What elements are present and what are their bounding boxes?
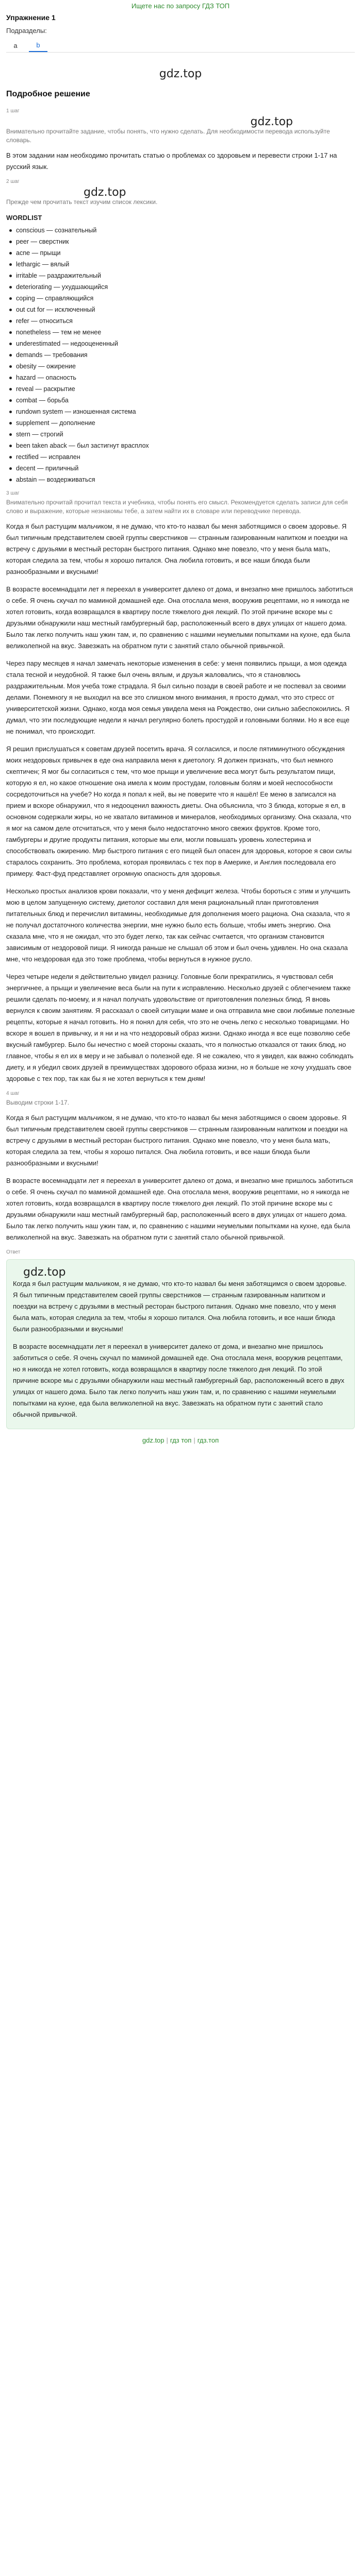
wordlist-entry: nonetheless — тем не менее — [16, 329, 102, 336]
wordlist-entry: lethargic — вялый — [16, 261, 70, 268]
step-2-label: 2 шаг — [6, 179, 20, 184]
wordlist-entry: stern — строгий — [16, 431, 63, 438]
tab-a[interactable]: a — [13, 41, 18, 49]
answer-text — [13, 1278, 348, 1420]
wordlist-item — [6, 383, 355, 395]
wordlist-item — [6, 315, 355, 327]
bullet-icon — [9, 445, 12, 447]
wordlist-entry: reveal — раскрытие — [16, 385, 75, 393]
wordlist-item — [6, 281, 355, 293]
wordlist-item — [6, 429, 355, 440]
bullet-icon — [9, 252, 12, 255]
watermark: gdz.top — [159, 67, 202, 80]
answer-label: Ответ — [6, 1249, 21, 1255]
wordlist-entry: irritable — раздражительный — [16, 272, 101, 279]
wordlist-item — [6, 236, 355, 247]
bullet-icon — [9, 399, 12, 402]
wordlist-entry: hazard — опасность — [16, 374, 76, 381]
text-paragraph: Когда я был растущим мальчиком, я не думаю, что кто-то назвал бы меня заботящимся о своем здоровье. Я был типичным представителем своей группы сверстников — странным газированным напитком и поездки на встречу с друзьями в местный ресторан быстрого питания. Однако мне повезло, что у меня была мать, которая следила за тем, чтобы я хорошо питался. Она любила готовить, и все наши блюда были разнообразными и вкусными! — [13, 1280, 347, 1333]
bullet-icon — [9, 467, 12, 470]
step-3-text — [6, 521, 355, 1084]
bullet-icon — [9, 320, 12, 323]
step-3-label: 3 шаг — [6, 490, 20, 496]
subsections-label: Подразделы: — [6, 27, 47, 35]
bullet-icon — [9, 331, 12, 334]
step-1-label: 1 шаг — [6, 108, 20, 114]
wordlist-item — [6, 417, 355, 429]
text-paragraph: В возрасте восемнадцати лет я переехал в университет далеко от дома, и внезапно мне пришлось заботиться о себе. Я очень скучал по маминой домашней еде. Она отослала меня, вооружив рецептами, но я никогда не хотел готовить, когда возвращался в квартиру после тяжелого дня лекций. По этой причине вскоре мы с друзьями обнаружили наш местный гамбургерный бар, расположенный всего в двух улицах от нашего дома. Было так легко получить наш ужин там, и, по сравнению с нашими неумелыми попытками на кухне, еда была великолепной на вкус. Завезжать на обратном пути с занятий стало обычной привычкой. — [6, 585, 353, 650]
section-title: Подробное решение — [6, 90, 90, 98]
wordlist-entry: deteriorating — ухудшающийся — [16, 283, 108, 291]
wordlist-entry: supplement — дополнение — [16, 419, 95, 427]
page-content — [0, 13, 361, 1444]
wordlist-entry: rectified — исправлен — [16, 453, 80, 461]
text-paragraph: В возрасте восемнадцати лет я переехал в университет далеко от дома, и внезапно мне пришлось заботиться о себе. Я очень скучал по маминой домашней еде. Она отослала меня, вооружив рецептами, но я никогда не хотел готовить, когда возвращался в квартиру после тяжелого дня лекций. По этой причине вскоре мы с друзьями обнаружили наш местный гамбургерный бар, расположенный всего в двух улицах от нашего дома. Было так легко получить наш ужин там, и, по сравнению с нашими неумелыми попытками на кухне, еда была великолепной на вкус. Завезжать на обратном пути с занятий стало обычной привычкой. — [6, 1177, 353, 1241]
top-banner-link[interactable]: Ищете нас по запросу ГДЗ ТОП — [131, 2, 230, 10]
wordlist-item — [6, 451, 355, 463]
wordlist-item — [6, 463, 355, 474]
footer-link-2[interactable]: гдз топ — [170, 1436, 192, 1444]
wordlist-entry: rundown system — изношенная система — [16, 408, 136, 415]
step-1-text: В этом задании нам необходимо прочитать статью о проблемах со здоровьем и перевести строки 1-17 на русский язык. — [6, 151, 337, 171]
word-list — [6, 225, 355, 485]
wordlist-item — [6, 361, 355, 372]
bullet-icon — [9, 365, 12, 368]
wordlist-item — [6, 349, 355, 361]
wordlist-entry: peer — сверстник — [16, 238, 69, 245]
bullet-icon — [9, 263, 12, 266]
bullet-icon — [9, 433, 12, 436]
footer-link-3[interactable]: гдз.топ — [197, 1436, 219, 1444]
wordlist-item — [6, 338, 355, 349]
bullet-icon — [9, 354, 12, 357]
bullet-icon — [9, 275, 12, 277]
wordlist-item — [6, 259, 355, 270]
bullet-icon — [9, 456, 12, 459]
exercise-title: Упражнение 1 — [6, 13, 56, 22]
wordlist-entry: conscious — сознательный — [16, 227, 97, 234]
bullet-icon — [9, 286, 12, 289]
bullet-icon — [9, 229, 12, 232]
bullet-icon — [9, 388, 12, 391]
wordlist-item — [6, 225, 355, 236]
wordlist-item — [6, 270, 355, 281]
text-paragraph: Через четыре недели я действительно увидел разницу. Головные боли прекратились, я чувствовал себя энергичнее, а прыщи и увеличение веса были на пути к исправлению. Несколько друзей с облегчением также решили сделать по-моему, и я начал получать удовольствие от приготовления полезных блюд. Я вновь вернулся к своим занятиям. Я рассказал о своей ситуации маме и она отправила мне свои любимые полезные рецепты, которые я начал готовить. Но я понял для себя, что это не очень легко с несколько товарищами. Но вскоре я вошел в привычку, и я ни и на что нездоровый образ жизни. Однако иногда я все еще позволяю себе вкусный гамбургер. Было бы нечестно с моей стороны сказать, что я полностью отказался от таких блюд, но главное, чтобы я ел их в меру и не забывал о полезной еде. Я не сожалею, что я увидел, как важно соблюдать диету, и я убедил своих друзей в преимуществах здорового образа жизни, но я больше не хочу ухудшать свое здоровье с тех пор, так как бы я не хотел вернуться к тем дням! — [6, 973, 355, 1082]
wordlist-entry: combat — борьба — [16, 397, 69, 404]
step-1-desc: Внимательно прочитайте задание, чтобы понять, что нужно сделать. Для необходимости перевода используйте словарь. — [6, 128, 330, 144]
footer-links: gdz.top | гдз топ | гдз.топ — [142, 1436, 219, 1444]
wordlist-item — [6, 293, 355, 304]
wordlist-entry: coping — справляющийся — [16, 295, 94, 302]
bullet-icon — [9, 241, 12, 243]
wordlist-entry: been taken aback — был застигнут врасплох — [16, 442, 149, 449]
step-4-text — [6, 1112, 355, 1243]
wordlist-item — [6, 327, 355, 338]
wordlist-entry: abstain — воздерживаться — [16, 476, 95, 483]
wordlist-item — [6, 406, 355, 417]
text-paragraph: Через пару месяцев я начал замечать некоторые изменения в себе: у меня появились прыщи, а моя одежда стала тесной и неудобной. Я также был очень вялым, и друзья жаловались, что я становлюсь раздражительным. Моя учеба тоже страдала. Я был сильно позади в своей работе и не поспевал за своими делами. Понемногу я не выходил на все это слишком много внимания, я просто думал, что это стресс от университетской жизни. Однако, когда моя семья увидела меня на Рождество, они сильно забеспокоились. Я думал, что эти последующие недели я начал регулярно болеть простудой и головными болями. Но я все еще не понимал, что происходит. — [6, 659, 350, 735]
wordlist-entry: refer — относиться — [16, 317, 73, 325]
wordlist-item — [6, 247, 355, 259]
wordlist-item — [6, 372, 355, 383]
wordlist-entry: acne — прыщи — [16, 249, 61, 257]
bullet-icon — [9, 422, 12, 425]
step-3-desc: Внимательно прочитай прочитал текста и учебника, чтобы понять его смысл. Рекомендуется сделать записи для себя слово и выражение, которые незнакомы тебе, а затем найти их в словаре или переводчике перевода. — [6, 499, 348, 515]
bullet-icon — [9, 411, 12, 413]
text-paragraph: Когда я был растущим мальчиком, я не думаю, что кто-то назвал бы меня заботящимся о своем здоровье. Я был типичным представителем своей группы сверстников — странным газированным напитком и поездки на встречу с друзьями в местный ресторан быстрого питания. Однако мне повезло, что у меня была мать, которая следила за тем, чтобы я хорошо питался. Она любила готовить, и все наши блюда были разнообразными и вкусными! — [6, 1114, 348, 1167]
bullet-icon — [9, 377, 12, 379]
text-paragraph: Несколько простых анализов крови показали, что у меня дефицит железа. Чтобы бороться с этим и улучшить мою в целом запущенную систему, диетолог составил для меня рациональный план приготовления питательных блюд и перечислил витамины, необходимые для дополнения моего рациона. Она сказала, что я не получал достаточного количества энергии, мне нужно было есть больше, чтобы иметь энергию. Она сказала мне, что я не ожидал, что это будет легко, так как сейчас считается, что организм становится зависимым от нездоровой пищи. Я никогда раньше не слышал об этом и был очень удивлен. Но она сказала мне, что нездоровая еда это тоже проблема, чтобы вернуться в нужное русло. — [6, 887, 351, 963]
wordlist-item — [6, 304, 355, 315]
step-4-label: 4 шаг — [6, 1091, 20, 1096]
bullet-icon — [9, 309, 12, 311]
watermark: gdz.top — [23, 1265, 66, 1279]
wordlist-entry: demands — требования — [16, 351, 88, 359]
subsection-tabs — [6, 39, 355, 53]
wordlist-entry: out cut for — исключенный — [16, 306, 95, 313]
watermark: gdz.top — [84, 185, 126, 199]
wordlist-item — [6, 474, 355, 485]
wordlist-item — [6, 395, 355, 406]
text-paragraph: Когда я был растущим мальчиком, я не думаю, что кто-то назвал бы меня заботящимся о своем здоровье. Я был типичным представителем своей группы сверстников — странным газированным напитком и поездки на встречу с друзьями в местный ресторан быстрого питания. Однако мне повезло, что у меня была мать, которая следила за тем, чтобы я хорошо питался. Она любила готовить, и все наши блюда были разнообразными и вкусными! — [6, 522, 348, 575]
wordlist-item — [6, 440, 355, 451]
bullet-icon — [9, 297, 12, 300]
step-2-desc: Прежде чем прочитать текст изучим список лексики. — [6, 198, 158, 206]
answer-box — [6, 1259, 355, 1429]
bullet-icon — [9, 479, 12, 481]
wordlist-title: WORDLIST — [6, 214, 42, 222]
wordlist-entry: decent — приличный — [16, 465, 79, 472]
watermark: gdz.top — [250, 115, 293, 128]
bullet-icon — [9, 343, 12, 345]
text-paragraph: Я решил прислушаться к советам друзей посетить врача. Я согласился, и после пятиминутного обсуждения моих нездоровых привычек в еде она направила меня к диетологу. Я должен признать, что был немного скептичен; Я мог бы согласиться с тем, что мое прыщи и увеличение веса могут быть результатом пищи, которую я ел, но какое отношение она имела к моим простудам, головным болям и моей неспособности сосредоточиться на учебе? Но когда я попал к ней, вы не поверите что я нашёл! Ее меню в записался на прием и вскоре обнаружил, что я недооценил важность диеты. Она объяснила, что 3 блюда, которые я ел, в основном содержали жиры, но не хватало витаминов и минералов, необходимых организму. Она сказала, что я мог на самом деле отсчитаться, что у меня было недостаточно много свежих фруктов. Кроме того, гамбургеры и другие продукты питания, которые мы ели, могли повышать уровень холестерина и способствовать ожирению. Мир быстрого питания с его пищей был опасен для здоровья, которое я свои силы старалось сохранить. Это проблема, которая проявилась с тех пор в Америке, и Англия последовала его примеру. Фаст-фуд представляет огромную опасность для здоровья. — [6, 745, 352, 877]
step-4-desc: Выводим строки 1-17. — [6, 1099, 70, 1106]
tab-b[interactable]: b — [29, 39, 47, 52]
wordlist-entry: underestimated — недооцененный — [16, 340, 118, 347]
text-paragraph: В возрасте восемнадцати лет я переехал в университет далеко от дома, и внезапно мне пришлось заботиться о себе. Я очень скучал по маминой домашней еде. Она отослала меня, вооружив рецептами, но я никогда не хотел готовить, когда возвращался в квартиру после тяжелого дня лекций. По этой причине вскоре мы с друзьями обнаружили наш местный гамбургерный бар, расположенный всего в двух улицах от нашего дома. Было так легко получить наш ужин там, и, по сравнению с нашими неумелыми попытками на кухне, еда была великолепной на вкус. Завезжать на обратном пути с занятий стало обычной привычкой. — [13, 1343, 344, 1418]
wordlist-entry: obesity — ожирение — [16, 363, 76, 370]
footer-link-1[interactable]: gdz.top — [142, 1436, 165, 1444]
